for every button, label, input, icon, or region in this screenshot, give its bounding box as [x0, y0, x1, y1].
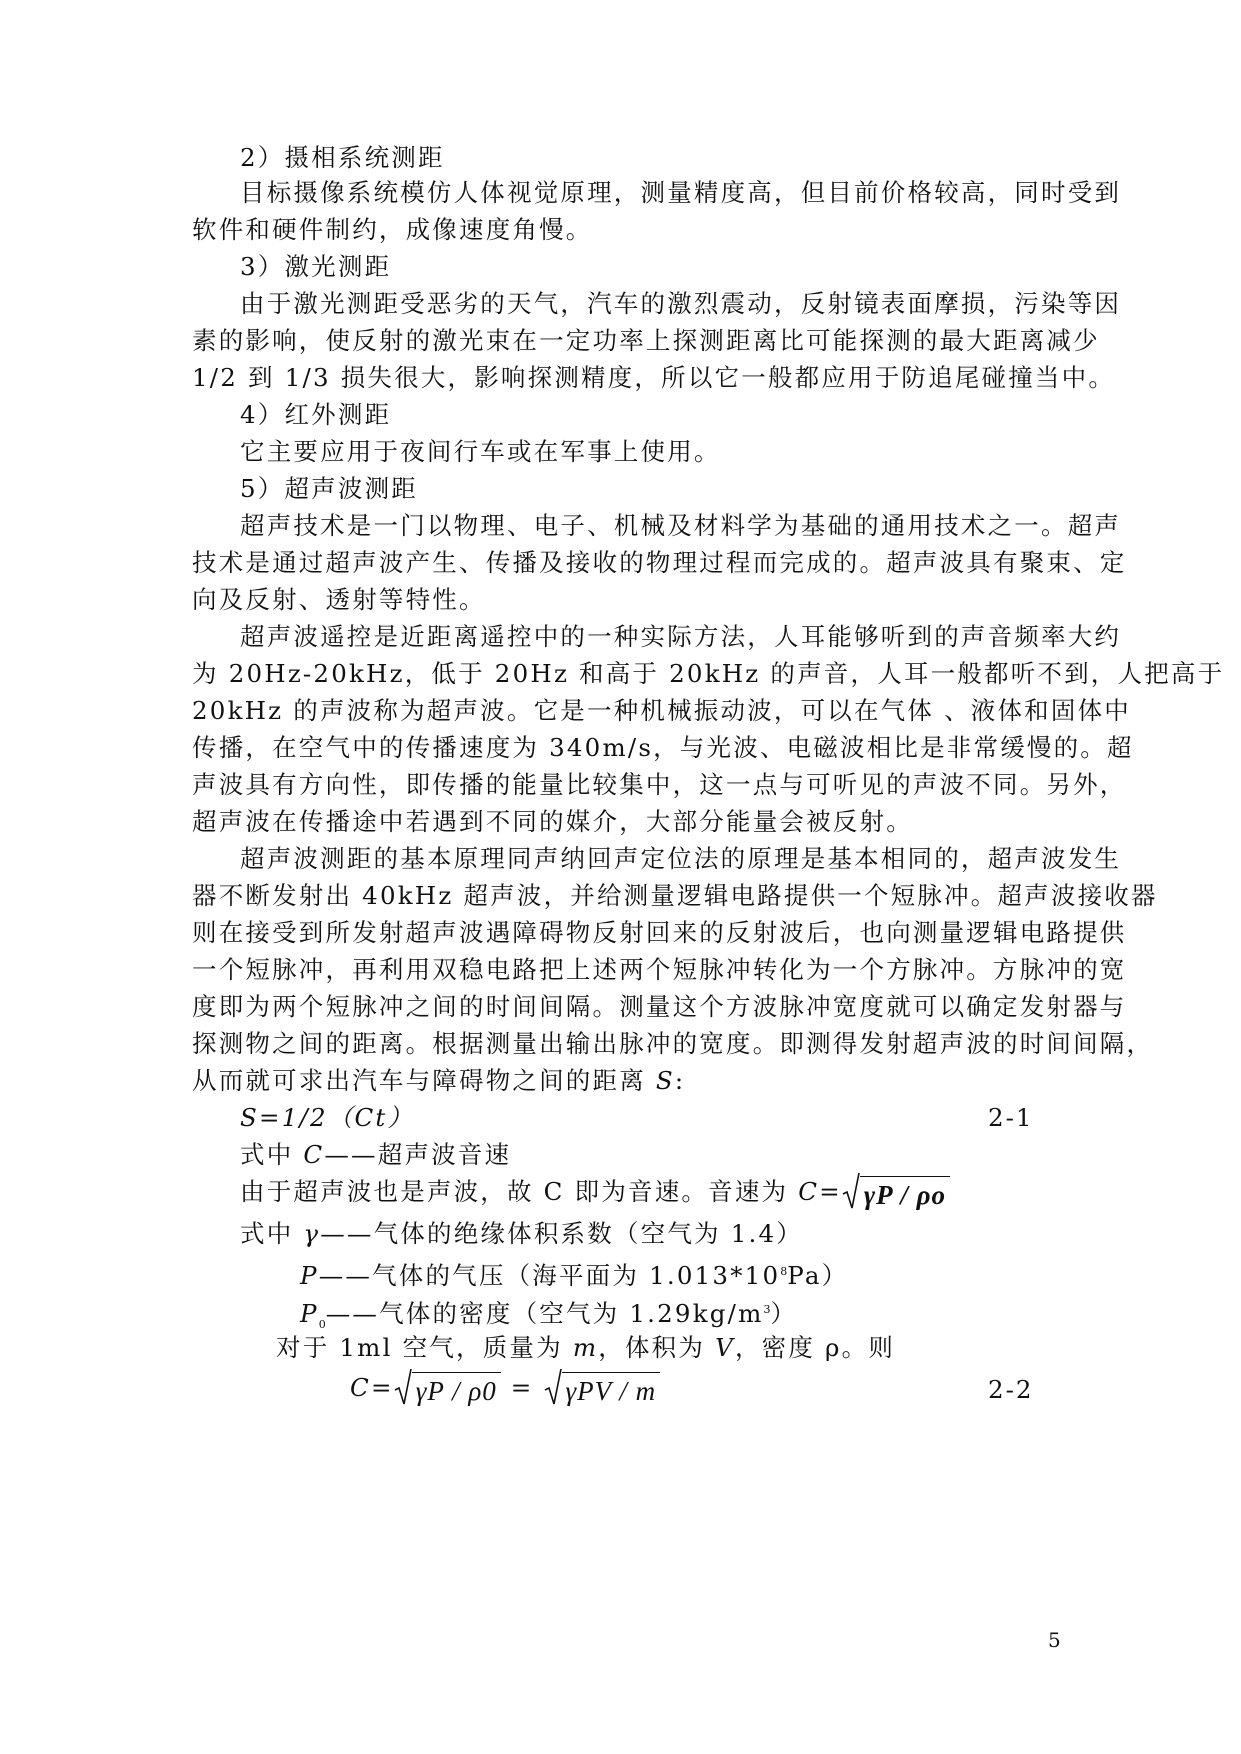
sound-speed-line: 由于超声波也是声波，故 C 即为音速。音速为 C= γP / ρo	[240, 1176, 1100, 1211]
paragraph-line: 向及反射、透射等特性。	[192, 585, 486, 614]
definition-pressure: P——气体的气压（海平面为 $1.013*10^8Pa$）	[300, 1261, 849, 1291]
paragraph-line: 超声波遥控是近距离遥控中的一种实际方法，人耳能够听到的声音频率大约	[240, 622, 1122, 651]
heading-camera-ranging: 2）摄相系统测距	[240, 143, 445, 172]
paragraph-line: 探测物之间的距离。根据测量出输出脉冲的宽度。即测得发射超声波的时间间隔，	[192, 1029, 1154, 1058]
paragraph-line: 超声波在传播途中若遇到不同的媒介，大部分能量会被反射。	[192, 807, 913, 836]
paragraph-line: 目标摄像系统模仿人体视觉原理，测量精度高，但目前价格较高，同时受到	[240, 178, 1122, 207]
paragraph-line: 器不断发射出 40kHz 超声波，并给测量逻辑电路提供一个短脉冲。超声波接收器	[192, 881, 1158, 910]
paragraph-line: 20kHz 的声波称为超声波。它是一种机械振动波，可以在气体 、液体和固体中	[192, 696, 1131, 725]
paragraph-line: 度即为两个短脉冲之间的时间间隔。测量这个方波脉冲宽度就可以确定发射器与	[192, 992, 1127, 1021]
sqrt-formula: γP / ρo	[842, 1176, 950, 1211]
definition-gamma: 式中 γ——气体的绝缘体积系数（空气为 1.4）	[240, 1219, 803, 1248]
paragraph-line: 素的影响，使反射的激光束在一定功率上探测距离比可能探测的最大距离减少	[192, 326, 1100, 355]
paragraph-line: 超声波测距的基本原理同声纳回声定位法的原理是基本相同的，超声波发生	[240, 844, 1122, 873]
variable-s: S	[655, 1066, 675, 1095]
paragraph-line: 它主要应用于夜间行车或在军事上使用。	[240, 437, 721, 466]
paragraph-line: 从而就可求出汽车与障碍物之间的距离 S:	[192, 1066, 686, 1095]
definition-density: $P_0——$气体的密度（空气为 $1.29kg/m^3$）	[300, 1299, 798, 1332]
radical-sign-icon	[842, 1172, 860, 1210]
paragraph-line: 超声技术是一门以物理、电子、机械及材料学为基础的通用技术之一。超声	[240, 511, 1122, 540]
heading-infrared-ranging: 4）红外测距	[240, 400, 392, 429]
equation-2-2: C= γP / ρ0 = γPV / m	[350, 1372, 1210, 1407]
paragraph-line: 技术是通过超声波产生、传播及接收的物理过程而完成的。超声波具有聚束、定	[192, 548, 1127, 577]
paragraph-line: 一个短脉冲，再利用双稳电路把上述两个短脉冲转化为一个方脉冲。方脉冲的宽	[192, 955, 1127, 984]
paragraph-line: 则在接受到所发射超声波遇障碍物反射回来的反射波后，也向测量逻辑电路提供	[192, 918, 1127, 947]
heading-laser-ranging: 3）激光测距	[240, 252, 392, 281]
air-line: 对于 1ml 空气，质量为 m，体积为 V，密度 ρ。则	[276, 1333, 896, 1362]
paragraph-line: 为 20Hz-20kHz，低于 20Hz 和高于 20kHz 的声音，人耳一般都听不到，人把高于	[192, 659, 1225, 688]
paragraph-line: 传播，在空气中的传播速度为 340m/s，与光波、电磁波相比是非常缓慢的。超	[192, 733, 1134, 762]
sqrt-formula: γP / ρ0	[394, 1372, 501, 1407]
page-number: 5	[1048, 1628, 1061, 1652]
paragraph-line: 1/2 到 1/3 损失很大，影响探测精度，所以它一般都应用于防追尾碰撞当中。	[192, 363, 1116, 392]
equation-number-2-2: 2-2	[988, 1375, 1034, 1404]
definition-c: 式中 C——超声波音速	[240, 1140, 512, 1169]
sqrt-formula: γPV / m	[544, 1372, 661, 1407]
equation-2-1: S=1/2（Ct）	[240, 1103, 415, 1132]
equation-number-2-1: 2-1	[988, 1103, 1034, 1132]
radical-sign-icon	[394, 1368, 412, 1406]
heading-ultrasonic-ranging: 5）超声波测距	[240, 474, 418, 503]
paragraph-line: 软件和硬件制约，成像速度角慢。	[192, 215, 593, 244]
paragraph-line: 声波具有方向性，即传播的能量比较集中，这一点与可听见的声波不同。另外，	[192, 770, 1127, 799]
paragraph-line: 由于激光测距受恶劣的天气，汽车的激烈震动，反射镜表面摩损，污染等因	[240, 289, 1122, 318]
radical-sign-icon	[544, 1368, 562, 1406]
